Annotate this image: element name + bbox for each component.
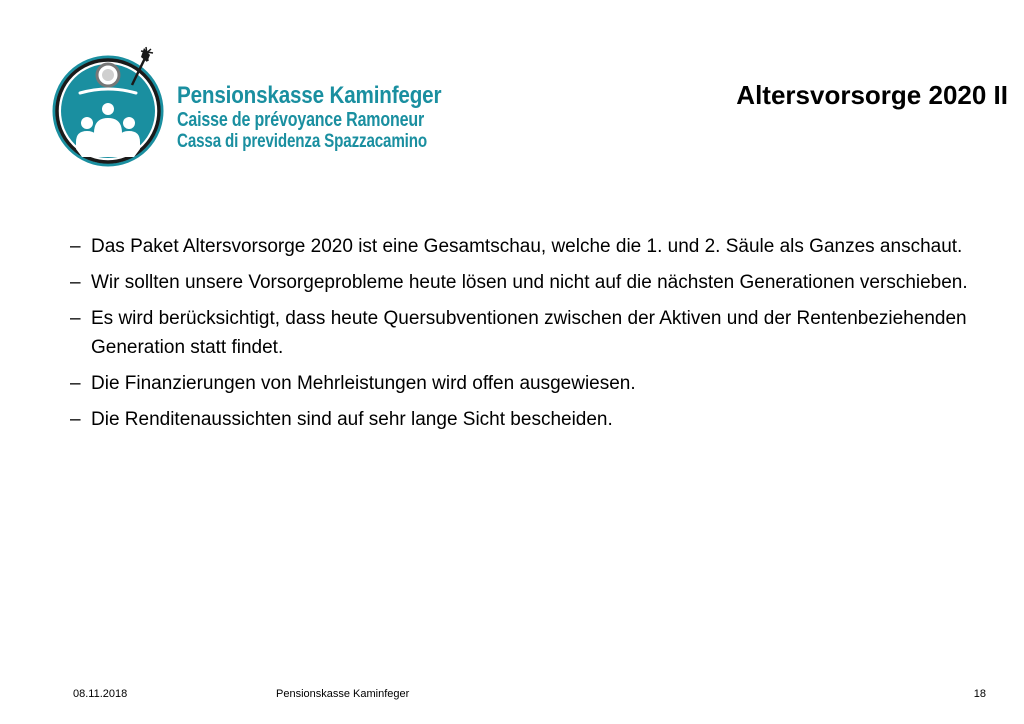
bullet-item: [70, 304, 990, 362]
bullet-dash: –: [70, 236, 81, 257]
logo-name-french: Caisse de prévoyance Ramoneur: [177, 109, 425, 131]
bullet-dash: –: [70, 409, 81, 430]
footer-date: 08.11.2018: [73, 688, 128, 700]
bullet-dash: –: [70, 373, 81, 394]
bullet-item: [70, 405, 990, 434]
bullet-dash: –: [70, 308, 81, 329]
bullet-text: Die Finanzierungen von Mehrleistungen wird offen ausgewiesen.: [91, 373, 636, 394]
bullet-text: Wir sollten unsere Vorsorgeprobleme heute lösen und nicht auf die nächsten Generationen verschieben.: [91, 272, 968, 293]
bullet-item: [70, 268, 990, 297]
footer-page-number: 18: [973, 688, 986, 700]
bullet-list: [70, 232, 990, 441]
bullet-item: [70, 232, 990, 261]
footer-organization: Pensionskasse Kaminfeger: [276, 688, 410, 700]
chimney-sweep-logo-icon: [50, 45, 175, 170]
bullet-text: Die Renditenaussichten sind auf sehr lange Sicht bescheiden.: [91, 409, 613, 430]
logo-name-german: Pensionskasse Kaminfeger: [177, 82, 442, 109]
logo-text: [177, 83, 477, 152]
bullet-dash: –: [70, 272, 81, 293]
bullet-text: Es wird berücksichtigt, dass heute Quersubventionen zwischen der Aktiven und der Rentenbeziehenden Generation statt findet.: [91, 308, 967, 358]
logo-name-italian: Cassa di previdenza Spazzacamino: [177, 131, 427, 152]
bullet-text: Das Paket Altersvorsorge 2020 ist eine Gesamtschau, welche die 1. und 2. Säule als Ganzes anschaut.: [91, 236, 963, 257]
slide-title: Altersvorsorge 2020 II: [736, 80, 1008, 110]
logo: [50, 45, 470, 170]
bullet-item: [70, 369, 990, 398]
